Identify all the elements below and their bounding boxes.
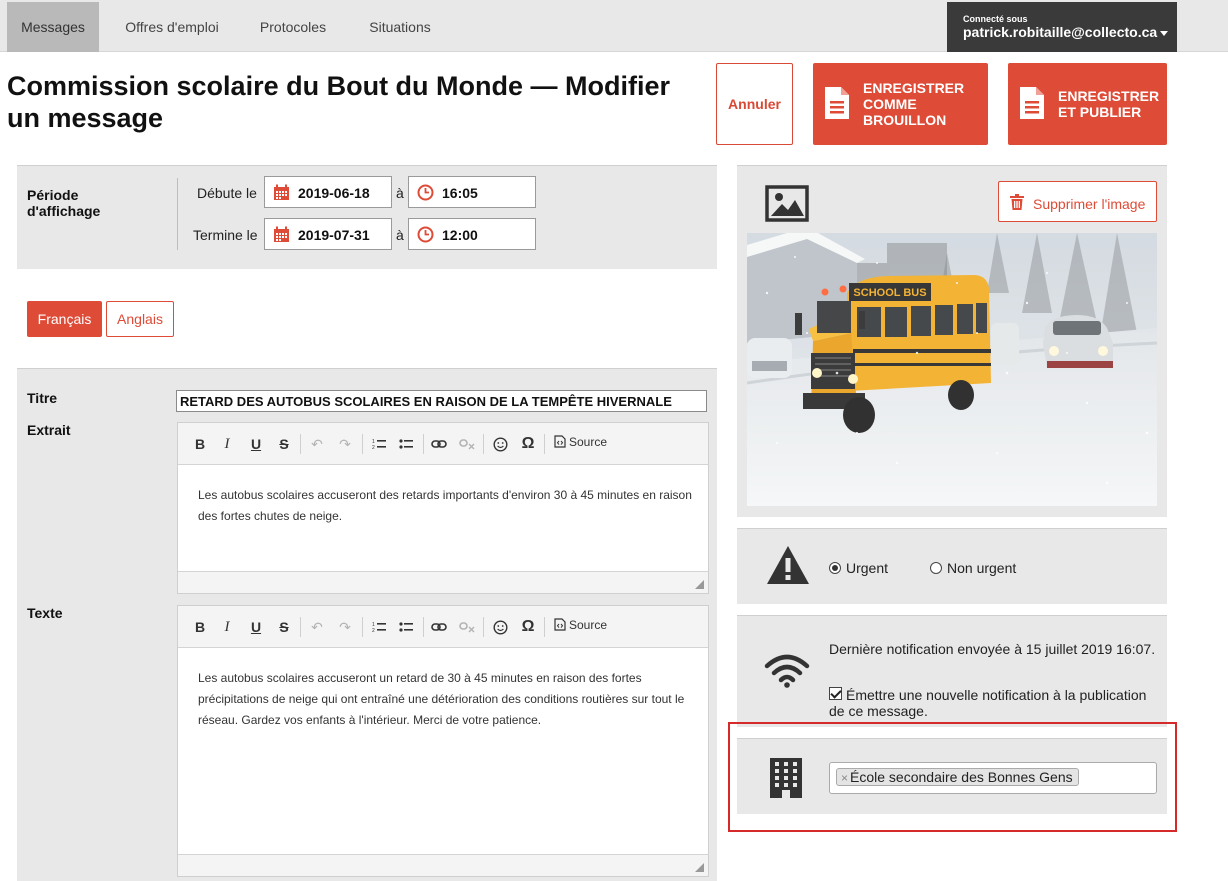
unlink-icon[interactable] — [458, 618, 476, 636]
title-input[interactable] — [176, 390, 707, 412]
resize-handle-icon[interactable] — [695, 863, 704, 872]
notification-panel — [737, 615, 1167, 727]
schools-select[interactable] — [829, 762, 1157, 794]
language-english-button[interactable]: Anglais — [106, 301, 174, 337]
source-icon — [554, 435, 566, 448]
end-time-input[interactable] — [408, 218, 536, 250]
save-draft-line-1: ENREGISTRER — [863, 80, 965, 96]
toolbar-separator — [300, 434, 301, 454]
smiley-icon[interactable] — [491, 435, 509, 453]
document-icon — [823, 85, 851, 121]
bullet-list-icon[interactable] — [397, 435, 415, 453]
undo-icon[interactable]: ↶ — [311, 618, 323, 635]
source-button[interactable] — [554, 435, 607, 449]
save-draft-line-3: BROUILLON — [863, 112, 947, 128]
bullet-list-icon[interactable] — [397, 618, 415, 636]
special-char-icon[interactable]: Ω — [521, 435, 535, 452]
tab-protocols[interactable]: Protocoles — [259, 19, 327, 35]
title-label: Titre — [27, 390, 58, 406]
wifi-icon — [764, 654, 810, 688]
toolbar-separator — [362, 617, 363, 637]
content-panel — [17, 368, 717, 881]
italic-icon[interactable]: I — [224, 435, 230, 452]
redo-icon[interactable]: ↷ — [339, 435, 351, 452]
source-icon — [554, 618, 566, 631]
caret-down-icon — [1160, 31, 1168, 36]
clock-icon — [417, 184, 434, 201]
source-label: Source — [569, 618, 608, 632]
end-time-value: 12:00 — [442, 227, 478, 243]
smiley-icon[interactable] — [491, 618, 509, 636]
urgent-radio[interactable] — [829, 562, 841, 574]
svg-text:1: 1 — [372, 439, 375, 445]
text-footer — [178, 854, 708, 876]
last-notification-text: Dernière notification envoyée à 15 juillet 2019 16:07. — [829, 641, 1156, 657]
urgent-label: Urgent — [846, 560, 889, 576]
user-caption: Connecté sous — [963, 14, 1028, 24]
excerpt-toolbar — [178, 423, 708, 465]
source-button[interactable] — [554, 618, 607, 632]
divider — [177, 178, 178, 250]
bold-icon[interactable]: B — [194, 619, 206, 635]
excerpt-label: Extrait — [27, 422, 71, 438]
toolbar-separator — [362, 434, 363, 454]
user-menu[interactable] — [947, 2, 1177, 52]
end-label: Termine le — [193, 227, 258, 243]
toolbar-separator — [423, 617, 424, 637]
remove-tag-icon[interactable]: × — [841, 771, 849, 785]
trash-icon — [1010, 194, 1024, 210]
document-icon — [1018, 85, 1046, 121]
text-label: Texte — [27, 605, 63, 621]
redo-icon[interactable]: ↷ — [339, 618, 351, 635]
excerpt-footer — [178, 571, 708, 593]
delete-image-button[interactable] — [998, 181, 1157, 222]
page-title: Commission scolaire du Bout du Monde — Modifier un message — [7, 71, 671, 133]
strikethrough-icon[interactable]: S — [279, 436, 289, 452]
unlink-icon[interactable] — [458, 435, 476, 453]
start-time-value: 16:05 — [442, 185, 478, 201]
display-period-label: Période d'affichage — [27, 187, 101, 219]
svg-text:2: 2 — [372, 445, 375, 450]
calendar-icon — [273, 184, 290, 201]
toolbar-separator — [423, 434, 424, 454]
schools-panel — [737, 738, 1167, 814]
display-period-panel — [17, 165, 717, 269]
source-label: Source — [569, 435, 608, 449]
text-body[interactable]: Les autobus scolaires accuseront un retard de 30 à 45 minutes en raison des fortes précipitations de neige qui ont entraîné une détérioration des conditions routières sur tout le réseau. Gardez vos enfants à l'intérieur. Merci de votre patience. — [198, 671, 685, 727]
strikethrough-icon[interactable]: S — [279, 619, 289, 635]
save-and-publish-button[interactable] — [1008, 63, 1167, 145]
clock-icon — [417, 226, 434, 243]
bold-icon[interactable]: B — [194, 436, 206, 452]
end-date-value: 2019-07-31 — [298, 227, 370, 243]
emit-notification-label: Émettre une nouvelle notification à la publication de ce message. — [829, 687, 1147, 719]
text-editor[interactable] — [177, 605, 709, 877]
underline-icon[interactable]: U — [250, 436, 262, 452]
save-draft-button[interactable] — [813, 63, 988, 145]
numbered-list-icon[interactable] — [370, 435, 388, 453]
language-french-button[interactable]: Français — [27, 301, 102, 337]
start-label: Débute le — [197, 185, 257, 201]
toolbar-separator — [544, 617, 545, 637]
undo-icon[interactable]: ↶ — [311, 435, 323, 452]
numbered-list-icon[interactable] — [370, 618, 388, 636]
warning-icon — [766, 545, 810, 585]
non-urgent-label: Non urgent — [947, 560, 1017, 576]
start-date-input[interactable] — [264, 176, 392, 208]
school-tag-label: École secondaire des Bonnes Gens — [850, 769, 1073, 785]
start-at-label: à — [396, 185, 404, 201]
image-icon — [765, 185, 809, 222]
excerpt-editor[interactable] — [177, 422, 709, 594]
resize-handle-icon[interactable] — [695, 580, 704, 589]
link-icon[interactable] — [430, 435, 448, 453]
tab-job-offers[interactable]: Offres d'emploi — [125, 19, 219, 35]
urgency-panel — [737, 528, 1167, 604]
excerpt-body[interactable]: Les autobus scolaires accuseront des retards importants d'environ 30 à 45 minutes en raison des fortes chutes de neige. — [198, 488, 692, 523]
school-tag — [836, 768, 1079, 786]
non-urgent-radio[interactable] — [930, 562, 942, 574]
image-panel — [737, 165, 1167, 517]
svg-text:2: 2 — [372, 628, 375, 633]
toolbar-separator — [483, 434, 484, 454]
cancel-button[interactable]: Annuler — [716, 63, 793, 145]
start-date-value: 2019-06-18 — [298, 185, 370, 201]
end-date-input[interactable] — [264, 218, 392, 250]
text-toolbar — [178, 606, 708, 648]
link-icon[interactable] — [430, 618, 448, 636]
calendar-icon — [273, 226, 290, 243]
save-draft-line-2: COMME — [863, 96, 917, 112]
end-at-label: à — [396, 227, 404, 243]
building-icon — [770, 758, 802, 798]
toolbar-separator — [483, 617, 484, 637]
school-bus-image — [747, 233, 1157, 506]
publish-line-2: ET PUBLIER — [1058, 104, 1142, 120]
svg-text:1: 1 — [372, 622, 375, 628]
bus-sign-text: SCHOOL BUS — [853, 287, 927, 299]
tab-situations[interactable]: Situations — [369, 19, 431, 35]
publish-line-1: ENREGISTRER — [1058, 88, 1160, 104]
tab-messages[interactable]: Messages — [7, 2, 99, 52]
delete-image-label: Supprimer l'image — [1033, 196, 1146, 212]
underline-icon[interactable]: U — [250, 619, 262, 635]
toolbar-separator — [300, 617, 301, 637]
top-nav — [0, 0, 1228, 52]
start-time-input[interactable] — [408, 176, 536, 208]
user-email: patrick.robitaille@collecto.ca — [963, 24, 1158, 40]
special-char-icon[interactable]: Ω — [521, 618, 535, 635]
toolbar-separator — [544, 434, 545, 454]
italic-icon[interactable]: I — [224, 618, 230, 635]
